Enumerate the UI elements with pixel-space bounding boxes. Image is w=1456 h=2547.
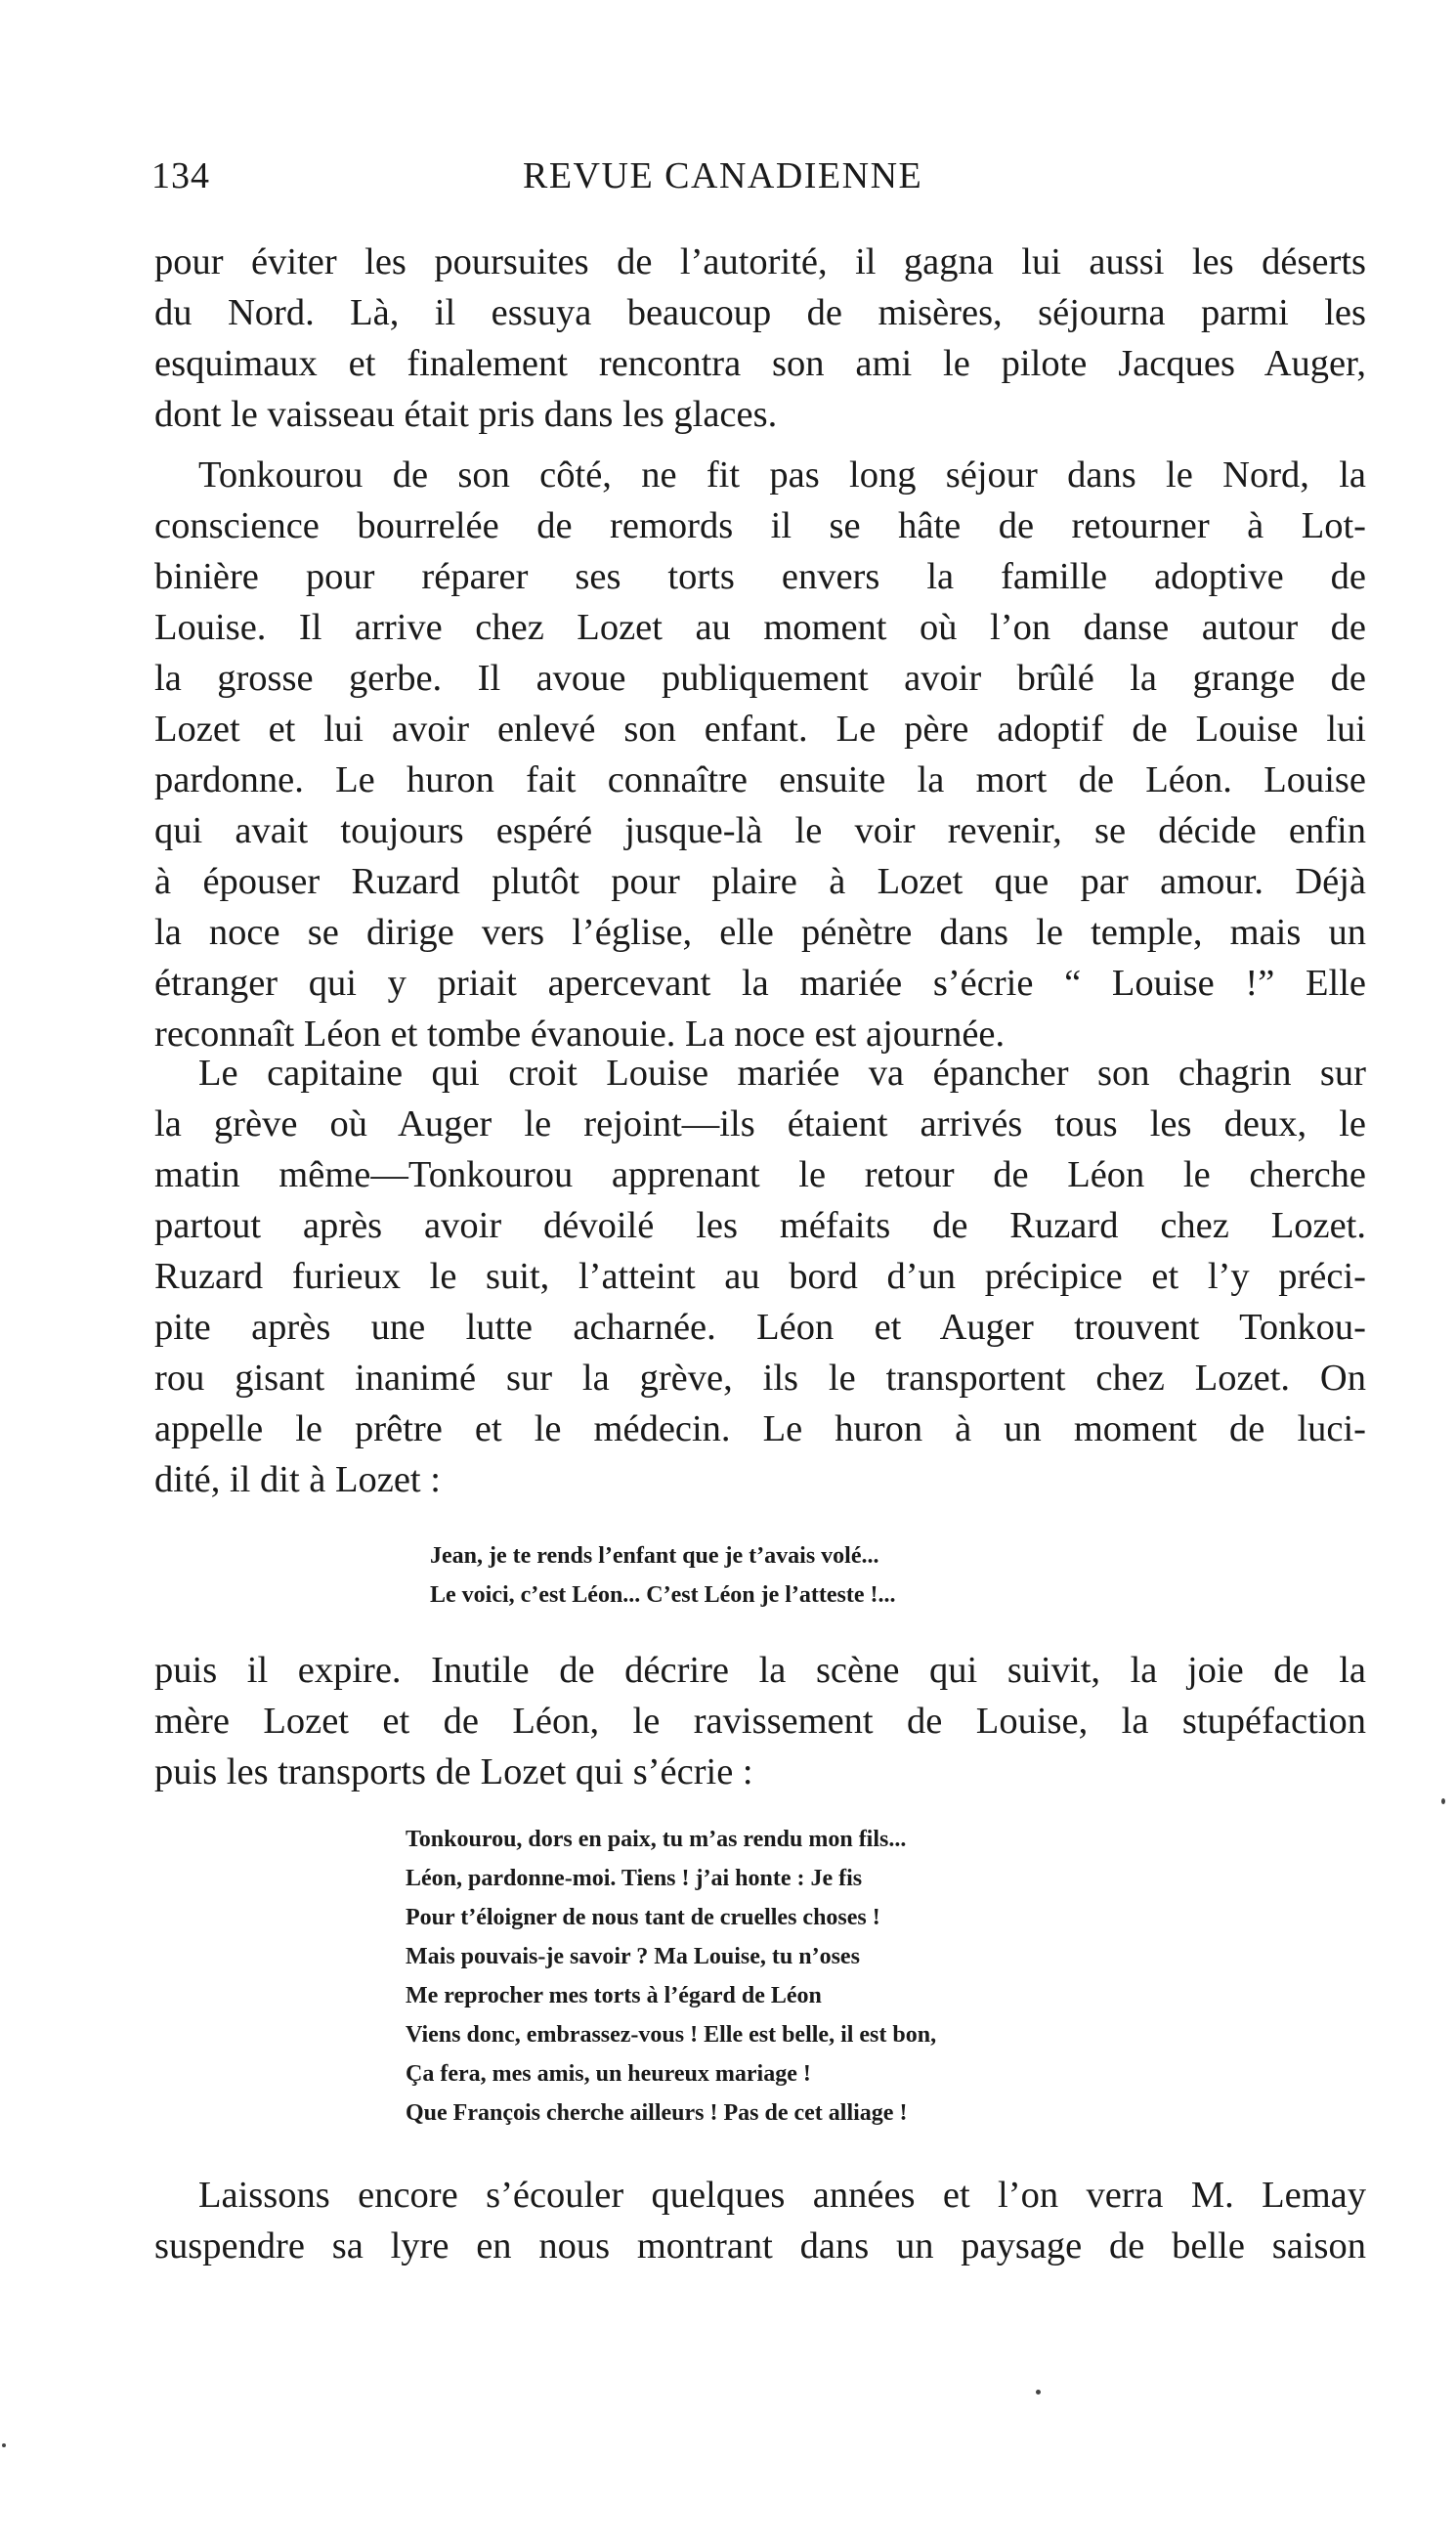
text-line: la grève où Auger le rejoint—ils étaient arrivés tous les deux, le (154, 1103, 1366, 1144)
verse-quote-1 (430, 1536, 896, 1615)
paragraph-3 (154, 1048, 1366, 1505)
scan-speck (1441, 1798, 1445, 1804)
text-line: puis il expire. Inutile de décrire la scène qui suivit, la joie de la (154, 1650, 1366, 1691)
text-line: suspendre sa lyre en nous montrant dans un paysage de belle saison (154, 2225, 1366, 2266)
text-line: dont le vaisseau était pris dans les glaces. (154, 394, 778, 435)
text-line: la grosse gerbe. Il avoue publiquement avoir brûlé la grange de (154, 658, 1366, 699)
text-line: rou gisant inanimé sur la grève, ils le transportent chez Lozet. On (154, 1358, 1366, 1399)
paragraph-2 (154, 450, 1366, 1059)
text-line: partout après avoir dévoilé les méfaits de Ruzard chez Lozet. (154, 1205, 1366, 1246)
text-line: Ruzard furieux le suit, l’atteint au bord d’un précipice et l’y préci- (154, 1256, 1366, 1297)
verse-line: Léon, pardonne-moi. Tiens ! j’ai honte : Je fis (406, 1866, 863, 1891)
text-line: Le capitaine qui croit Louise mariée va épancher son chagrin sur (198, 1053, 1366, 1094)
paragraph-1 (154, 237, 1366, 440)
text-line: pour éviter les poursuites de l’autorité, il gagna lui aussi les déserts (154, 241, 1366, 282)
text-line: Louise. Il arrive chez Lozet au moment où l’on danse autour de (154, 607, 1366, 648)
verse-line: Que François cherche ailleurs ! Pas de cet alliage ! (406, 2100, 908, 2126)
verse-line: Jean, je te rends l’enfant que je t’avais volé... (430, 1543, 879, 1569)
verse-line: Le voici, c’est Léon... C’est Léon je l’atteste !... (430, 1582, 896, 1608)
journal-title: REVUE CANADIENNE (523, 155, 923, 196)
text-line: la noce se dirige vers l’église, elle pénètre dans le temple, mais un (154, 912, 1366, 953)
verse-line: Mais pouvais-je savoir ? Ma Louise, tu n’oses (406, 1944, 860, 1969)
text-line: conscience bourrelée de remords il se hâte de retourner à Lot- (154, 505, 1366, 546)
verse-line: Me reprocher mes torts à l’égard de Léon (406, 1983, 822, 2008)
paragraph-5 (154, 2170, 1366, 2271)
text-line: à épouser Ruzard plutôt pour plaire à Lozet que par amour. Déjà (154, 861, 1366, 902)
text-line: matin même—Tonkourou apprenant le retour de Léon le cherche (154, 1154, 1366, 1195)
text-line: binière pour réparer ses torts envers la famille adoptive de (154, 556, 1366, 597)
verse-line: Ça fera, mes amis, un heureux mariage ! (406, 2061, 811, 2087)
verse-line: Tonkourou, dors en paix, tu m’as rendu mon fils... (406, 1827, 907, 1852)
text-line: étranger qui y priait apercevant la mariée s’écrie “ Louise !” Elle (154, 963, 1366, 1004)
verse-line: Pour t’éloigner de nous tant de cruelles choses ! (406, 1905, 880, 1930)
text-line: Tonkourou de son côté, ne fit pas long séjour dans le Nord, la (198, 454, 1366, 496)
text-line: mère Lozet et de Léon, le ravissement de Louise, la stupéfaction (154, 1701, 1366, 1742)
text-line: pite après une lutte acharnée. Léon et Auger trouvent Tonkou- (154, 1307, 1366, 1348)
running-head (151, 154, 992, 203)
text-line: Lozet et lui avoir enlevé son enfant. Le père adoptif de Louise lui (154, 709, 1366, 750)
text-line: dité, il dit à Lozet : (154, 1459, 441, 1500)
text-line: puis les transports de Lozet qui s’écrie : (154, 1751, 753, 1792)
text-line: du Nord. Là, il essuya beaucoup de misères, séjourna parmi les (154, 292, 1366, 333)
text-line: Laissons encore s’écouler quelques années et l’on verra M. Lemay (198, 2175, 1366, 2216)
text-line: appelle le prêtre et le médecin. Le huron à un moment de luci- (154, 1408, 1366, 1449)
text-line: reconnaît Léon et tombe évanouie. La noce est ajournée. (154, 1014, 1006, 1055)
page-number: 134 (151, 155, 210, 196)
text-line: esquimaux et finalement rencontra son ami le pilote Jacques Auger, (154, 343, 1366, 384)
paragraph-4 (154, 1645, 1366, 1797)
text-line: qui avait toujours espéré jusque-là le voir revenir, se décide enfin (154, 810, 1366, 851)
verse-quote-2 (406, 1820, 936, 2133)
scan-speck (2, 2443, 6, 2447)
text-line: pardonne. Le huron fait connaître ensuite la mort de Léon. Louise (154, 759, 1366, 800)
verse-line: Viens donc, embrassez-vous ! Elle est belle, il est bon, (406, 2022, 937, 2048)
scan-speck (1036, 2390, 1041, 2395)
